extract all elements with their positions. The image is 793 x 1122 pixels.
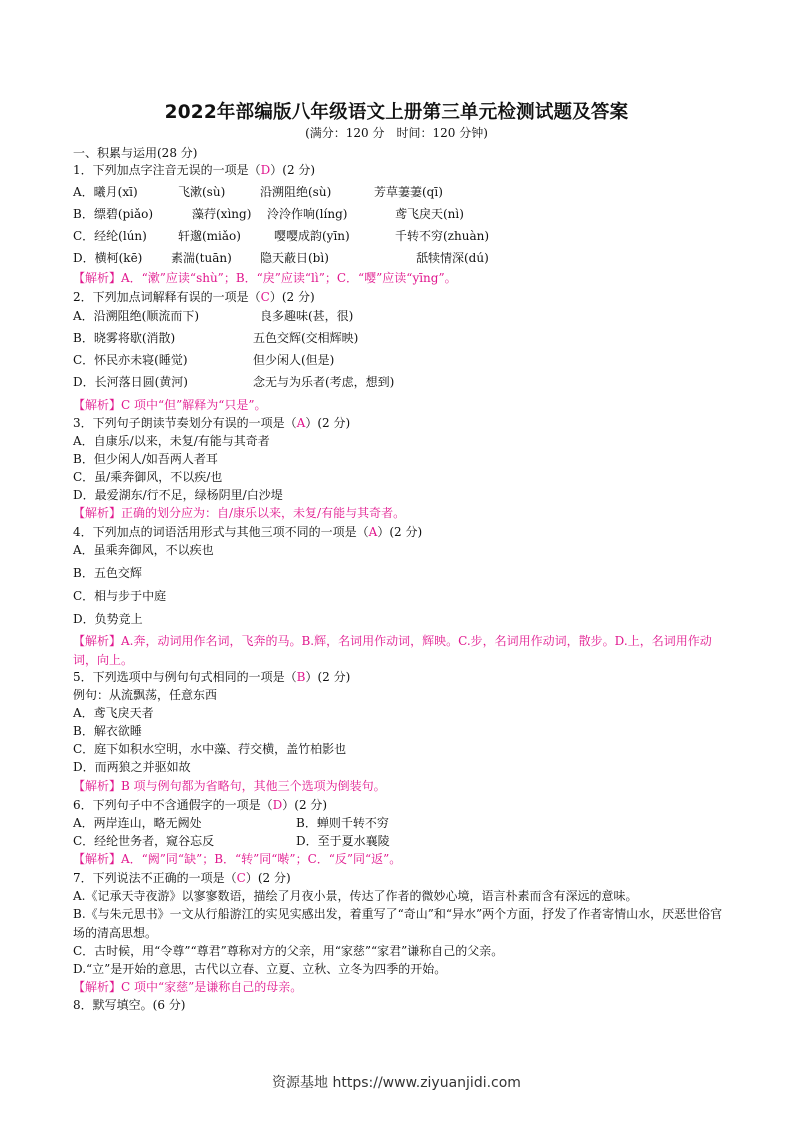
stem: 7．下列说法不正确的一项是（ — [73, 871, 237, 885]
stem-tail: ）(2 分) — [245, 871, 291, 885]
q1-option: 飞漱(sù) — [178, 185, 226, 199]
question-1-stem — [73, 163, 315, 177]
q4-option: A．虽乘奔御风，不以疾也 — [73, 543, 214, 557]
stem-tail: ）(2 分) — [305, 416, 351, 430]
q5-option: B．解衣欲睡 — [73, 724, 142, 738]
footer-watermark: 资源基地 https://www.ziyuanjidi.com — [272, 1075, 521, 1091]
q3-option: B．但少闲人/如吾两人者耳 — [73, 452, 218, 466]
q1-option: 鸢飞戾天(nì) — [395, 207, 464, 221]
question-3-stem — [73, 416, 350, 430]
q1-analysis: 【解析】A．“漱”应读“shù”；B．“戾”应读“lì”；C．“嘤”应读“yīng”。 — [73, 271, 457, 285]
q1-option: 沿溯阻绝(sù) — [260, 185, 332, 199]
q2-analysis: 【解析】C 项中“但”解释为“只是”。 — [73, 398, 267, 412]
q6-analysis: 【解析】A．“阙”同“缺”；B．“转”同“啭”；C．“反”同“返”。 — [73, 852, 402, 866]
q2-option: A．沿溯阻绝(顺流而下) — [73, 309, 200, 323]
stem: 3．下列句子朗读节奏划分有误的一项是（ — [73, 416, 297, 430]
stem: 2．下列加点词解释有误的一项是（ — [73, 290, 261, 304]
q2-option: 五色交辉(交相辉映) — [253, 331, 359, 345]
q7-analysis: 【解析】C 项中“家慈”是谦称自己的母亲。 — [73, 980, 303, 994]
q1-option: 嘤嘤成韵(yīn) — [274, 229, 350, 243]
q4-analysis: 【解析】A.奔，动词用作名词，飞奔的马。B.辉，名词用作动词，辉映。C.步，名词用作动词，散步。D.上，名词用作动词，向上。 — [73, 634, 712, 667]
answer-letter: D — [260, 163, 271, 177]
q7-option: C．古时候，用“令尊”“尊君”尊称对方的父亲，用“家慈”“家君”谦称自己的父亲。 — [73, 944, 504, 958]
q6-option: C．经纶世务者，窥谷忘反 — [73, 834, 215, 848]
q1-option: A．曦月(xī) — [73, 185, 138, 199]
q1-option: 隐天蔽日(bì) — [260, 251, 329, 265]
q5-example: 例句：从流飘荡，任意东西 — [73, 688, 218, 702]
q1-option: 素湍(tuān) — [171, 251, 232, 265]
stem-tail: ）(2 分) — [377, 525, 423, 539]
answer-letter: B — [296, 670, 306, 684]
page-subtitle: (满分：120 分 时间：120 分钟) — [305, 126, 488, 140]
stem-tail: ）(2 分) — [282, 798, 328, 812]
q3-option: A．自康乐/以来，未复/有能与其奇者 — [73, 434, 270, 448]
stem: 6．下列句子中不含通假字的一项是（ — [73, 798, 273, 812]
q2-option: B．晓雾将歇(消散) — [73, 331, 176, 345]
q6-option: A．两岸连山，略无阙处 — [73, 816, 202, 830]
q7-option: A.《记承天寺夜游》以寥寥数语，描绘了月夜小景，传达了作者的微妙心境，语言朴素而含有深远的意味。 — [73, 889, 638, 903]
q1-option: 藻荇(xìng) — [192, 207, 252, 221]
question-6-stem — [73, 798, 327, 812]
q2-option: D．长河落日圆(黄河) — [73, 375, 188, 389]
q1-option: D．横柯(kē) — [73, 251, 143, 265]
q2-option: 念无与为乐者(考虑，想到) — [253, 375, 395, 389]
q2-option: C．怀民亦未寝(睡觉) — [73, 353, 188, 367]
q6-option: B．蝉则千转不穷 — [296, 816, 389, 830]
q3-option: C．虽/乘奔御风，不以疾/也 — [73, 470, 223, 484]
q2-option: 但少闲人(但是) — [253, 353, 335, 367]
stem-tail: ）(2 分) — [270, 163, 316, 177]
q7-option: D.“立”是开始的意思，古代以立春、立夏、立秋、立冬为四季的开始。 — [73, 962, 447, 976]
question-7-stem — [73, 871, 291, 885]
section-heading: 一、积累与运用(28 分) — [73, 146, 198, 160]
stem: 4．下列加点的词语活用形式与其他三项不同的一项是（ — [73, 525, 369, 539]
q5-option: C．庭下如积水空明，水中藻、荇交横，盖竹柏影也 — [73, 742, 347, 756]
stem: 5．下列选项中与例句句式相同的一项是（ — [73, 670, 297, 684]
answer-letter: C — [260, 290, 270, 304]
question-4-stem — [73, 525, 422, 539]
q5-option: A．鸢飞戾天者 — [73, 706, 154, 720]
q6-option: D．至于夏水襄陵 — [296, 834, 390, 848]
q1-option: 芳草萋萋(qī) — [374, 185, 443, 199]
q7-option: B.《与朱元思书》一文从行船游江的实见实感出发，着重写了“奇山”和“异水”两个方面，抒发了作者寄情山水，厌恶世俗官场的清高思想。 — [73, 907, 723, 940]
q5-analysis: 【解析】B 项与例句都为省略句，其他三个选项为倒装句。 — [73, 779, 386, 793]
question-8-stem: 8．默写填空。(6 分) — [73, 998, 186, 1012]
q4-option: C．相与步于中庭 — [73, 589, 167, 603]
answer-letter: A — [368, 525, 378, 539]
answer-letter: D — [272, 798, 283, 812]
q5-option: D．而两狼之并驱如故 — [73, 760, 191, 774]
question-5-stem — [73, 670, 350, 684]
q3-analysis: 【解析】正确的划分应为：自/康乐以来，未复/有能与其奇者。 — [73, 506, 406, 520]
q1-option: B．缥碧(piǎo) — [73, 207, 154, 221]
q1-option: 舐犊情深(dú) — [416, 251, 489, 265]
stem-tail: ）(2 分) — [305, 670, 351, 684]
q1-option: 轩邈(miǎo) — [178, 229, 241, 243]
answer-letter: C — [236, 871, 246, 885]
stem: 1．下列加点字注音无误的一项是（ — [73, 163, 261, 177]
q4-option: B．五色交辉 — [73, 566, 142, 580]
q2-option: 良多趣味(甚，很) — [260, 309, 354, 323]
q1-option: 泠泠作响(líng) — [267, 207, 348, 221]
question-2-stem — [73, 290, 315, 304]
q3-option: D．最爱湖东/行不足，绿杨阴里/白沙堤 — [73, 488, 283, 502]
q1-option: 千转不穷(zhuàn) — [395, 229, 490, 243]
stem-tail: ）(2 分) — [269, 290, 315, 304]
q1-option: C．经纶(lún) — [73, 229, 147, 243]
page-title: 2022年部编版八年级语文上册第三单元检测试题及答案 — [164, 102, 629, 123]
q4-option: D．负势竞上 — [73, 612, 143, 626]
answer-letter: A — [296, 416, 306, 430]
